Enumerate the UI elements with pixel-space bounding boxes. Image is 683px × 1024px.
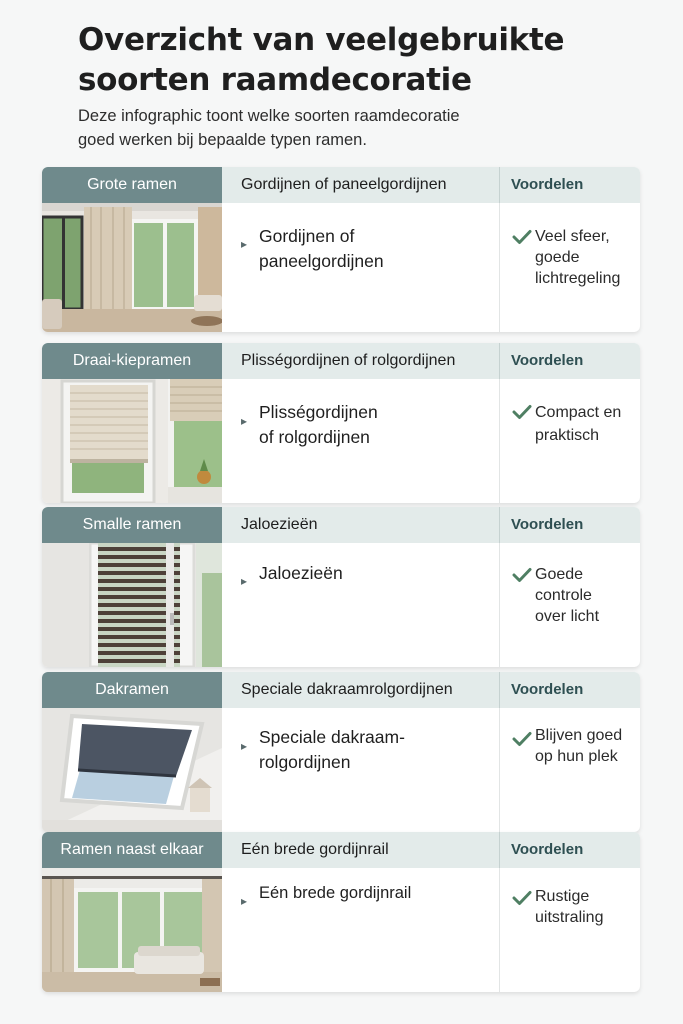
chevron-right-icon: ▸ [241,574,248,588]
chevron-right-icon: ▸ [241,414,248,428]
window-type-label: Draai-kiepramen [42,343,222,379]
window-type-label: Smalle ramen [42,507,222,543]
advantages-label: Voordelen [511,516,584,533]
row-header-title: Jaloezieën [241,516,318,533]
page-subtitle: Deze infographic toont welke soorten raamdecoratie goed werken bij bepaalde typen ramen. [78,107,460,149]
advantages-label: Voordelen [511,841,584,858]
recommendation-text: Eén brede gordijnrail [259,884,412,902]
advantages-label: Voordelen [511,681,584,698]
row-header-title: Gordijnen of paneelgordijnen [241,176,447,193]
recommendation-text: Jaloezieën [259,563,343,583]
row-header-title: Plisségordijnen of rolgordijnen [241,352,456,369]
chevron-right-icon: ▸ [241,237,248,251]
recommendation-text: Speciale dakraam- rolgordijnen [259,727,405,772]
advantage-text: Rustige uitstraling [535,888,604,926]
photo-adjacent-windows-curtain-rail [42,868,222,992]
advantage-text: Goede controle over licht [535,566,600,625]
window-type-label: Ramen naast elkaar [42,832,222,868]
row-draai-kiepramen [42,343,640,503]
row-header [222,343,640,379]
recommendation-text: Gordijnen of paneelgordijnen [259,226,384,271]
check-icon [512,890,532,906]
row-dakramen [42,672,640,832]
photo-roof-window-blind [42,708,222,832]
row-header-title: Speciale dakraamrolgordijnen [241,681,453,698]
advantages-label: Voordelen [511,176,584,193]
window-type-label: Dakramen [42,672,222,708]
window-type-label: Grote ramen [42,167,222,203]
check-icon [512,229,532,245]
advantage-text: Veel sfeer, goede lichtregeling [535,228,621,287]
row-header [222,507,640,543]
row-ramen-naast-elkaar [42,832,640,992]
check-icon [512,731,532,747]
check-icon [512,404,532,420]
photo-narrow-window-venetian-blinds [42,543,222,667]
row-grote-ramen [42,167,640,332]
advantage-text: Compact en praktisch [535,404,622,444]
chevron-right-icon: ▸ [241,894,248,908]
advantage-text: Blijven goed op hun plek [535,727,623,765]
row-header [222,672,640,708]
photo-large-window-curtains [42,203,222,332]
recommendation-text: Plisségordijnen of rolgordijnen [259,402,378,447]
check-icon [512,567,532,583]
row-header [222,832,640,868]
advantages-label: Voordelen [511,352,584,369]
chevron-right-icon: ▸ [241,739,248,753]
page-title: Overzicht van veelgebruikte soorten raamdecoratie [78,22,565,98]
row-header-title: Eén brede gordijnrail [241,841,389,858]
photo-tilt-turn-window-pleated-blinds [42,379,222,503]
row-header [222,167,640,203]
row-smalle-ramen [42,507,640,667]
